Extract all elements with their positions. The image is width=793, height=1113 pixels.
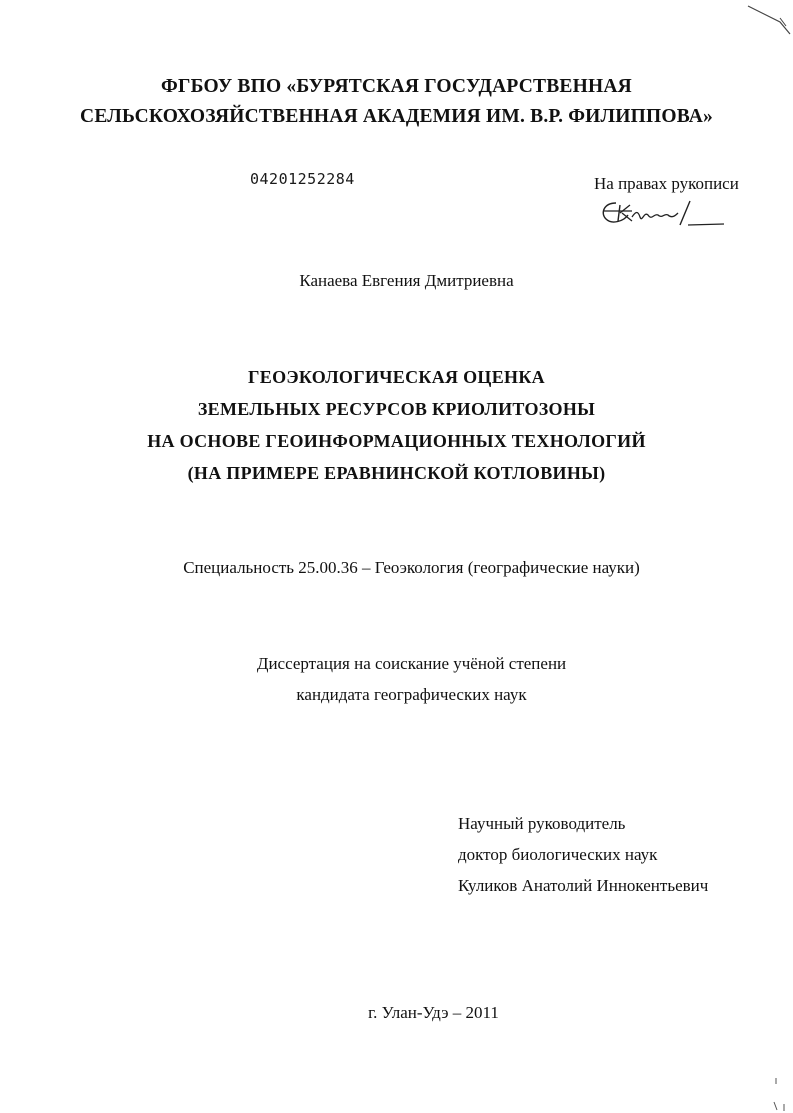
place-year: г. Улан-Удэ – 2011 — [368, 1003, 499, 1022]
rights-note: На правах рукописи — [594, 174, 739, 193]
scan-artifact — [764, 1076, 793, 1113]
document-number: 04201252284 — [250, 170, 355, 188]
title-line-2: ЗЕМЕЛЬНЫХ РЕСУРСОВ КРИОЛИТОЗОНЫ — [197, 399, 596, 419]
advisor-name: Куликов Анатолий Иннокентьевич — [458, 876, 709, 895]
advisor-role: Научный руководитель — [458, 814, 626, 833]
author-name: Канаева Евгения Дмитриевна — [299, 271, 514, 290]
institution-line-1: ФГБОУ ВПО «БУРЯТСКАЯ ГОСУДАРСТВЕННАЯ — [161, 76, 632, 97]
institution-line-2: СЕЛЬСКОХОЗЯЙСТВЕННАЯ АКАДЕМИЯ ИМ. В.Р. ФИЛИППОВА» — [80, 106, 713, 127]
dissertation-line-2: кандидата географических наук — [296, 685, 527, 704]
title-line-4: (НА ПРИМЕРЕ ЕРАВНИНСКОЙ КОТЛОВИНЫ) — [187, 463, 606, 483]
title-line-3: НА ОСНОВЕ ГЕОИНФОРМАЦИОННЫХ ТЕХНОЛОГИЙ — [147, 431, 646, 451]
title-line-1: ГЕОЭКОЛОГИЧЕСКАЯ ОЦЕНКА — [248, 367, 545, 387]
signature — [598, 193, 728, 233]
dissertation-line-1: Диссертация на соискание учёной степени — [256, 654, 567, 673]
corner-scan-mark — [740, 0, 793, 40]
advisor-degree: доктор биологических наук — [458, 845, 658, 864]
specialty: Специальность 25.00.36 – Геоэкология (географические науки) — [183, 558, 640, 577]
